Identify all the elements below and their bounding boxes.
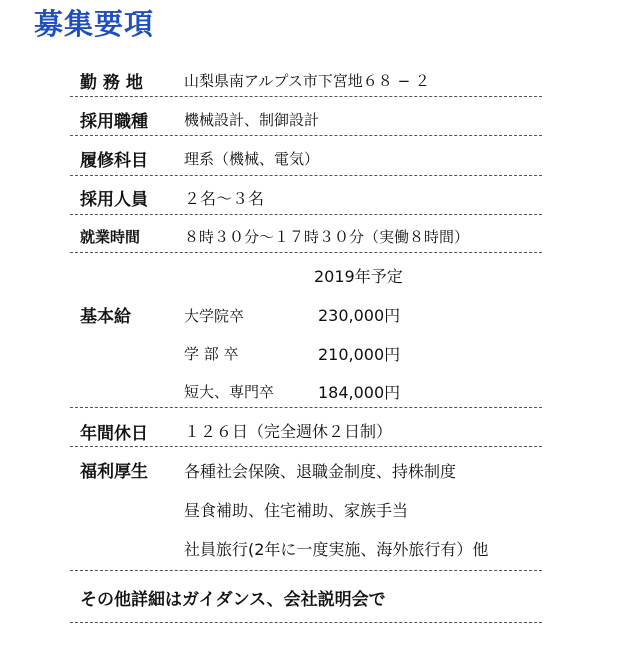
hours-label: 就業時間 <box>80 228 141 246</box>
row-divider <box>70 96 542 97</box>
salary-heading: 2019年予定 <box>314 267 403 286</box>
holidays-label: 年間休日 <box>80 424 148 444</box>
row-divider <box>70 214 542 215</box>
salary-amount-college: 184,000円 <box>318 383 401 402</box>
salary-label: 基本給 <box>80 307 131 327</box>
headcount-value: ２名～３名 <box>184 189 265 208</box>
salary-amount-graduate: 230,000円 <box>318 306 401 325</box>
footer-note: その他詳細はガイダンス、会社説明会で <box>80 590 386 610</box>
benefits-label: 福利厚生 <box>80 462 148 482</box>
row-divider <box>70 135 542 136</box>
job-type-value: 機械設計、制御設計 <box>184 111 320 129</box>
salary-level-college: 短大、専門卒 <box>184 383 275 401</box>
major-label: 履修科目 <box>80 151 148 171</box>
salary-level-undergraduate: 学 部 卒 <box>184 345 239 363</box>
job-type-label: 採用職種 <box>80 112 148 132</box>
page-title: 募集要項 <box>34 7 155 41</box>
holidays-value: １２６日（完全週休２日制） <box>184 422 393 441</box>
row-divider <box>70 407 542 408</box>
location-value: 山梨県南アルプス市下宮地６８ − ２ <box>184 72 430 90</box>
row-divider <box>70 622 542 623</box>
salary-level-graduate: 大学院卒 <box>184 307 245 325</box>
benefits-line-2: 昼食補助、住宅補助、家族手当 <box>184 501 409 520</box>
benefits-line-1: 各種社会保険、退職金制度、持株制度 <box>184 462 457 481</box>
location-label: 勤 務 地 <box>80 73 143 93</box>
salary-amount-undergraduate: 210,000円 <box>318 345 401 364</box>
benefits-line-3: 社員旅行(2年に一度実施、海外旅行有）他 <box>184 540 489 559</box>
major-value: 理系（機械、電気） <box>184 150 320 168</box>
row-divider <box>70 570 542 571</box>
hours-value: ８時３０分～１７時３０分（実働８時間） <box>184 228 470 246</box>
row-divider <box>70 175 542 176</box>
row-divider <box>70 446 542 447</box>
row-divider <box>70 252 542 253</box>
headcount-label: 採用人員 <box>80 190 148 210</box>
